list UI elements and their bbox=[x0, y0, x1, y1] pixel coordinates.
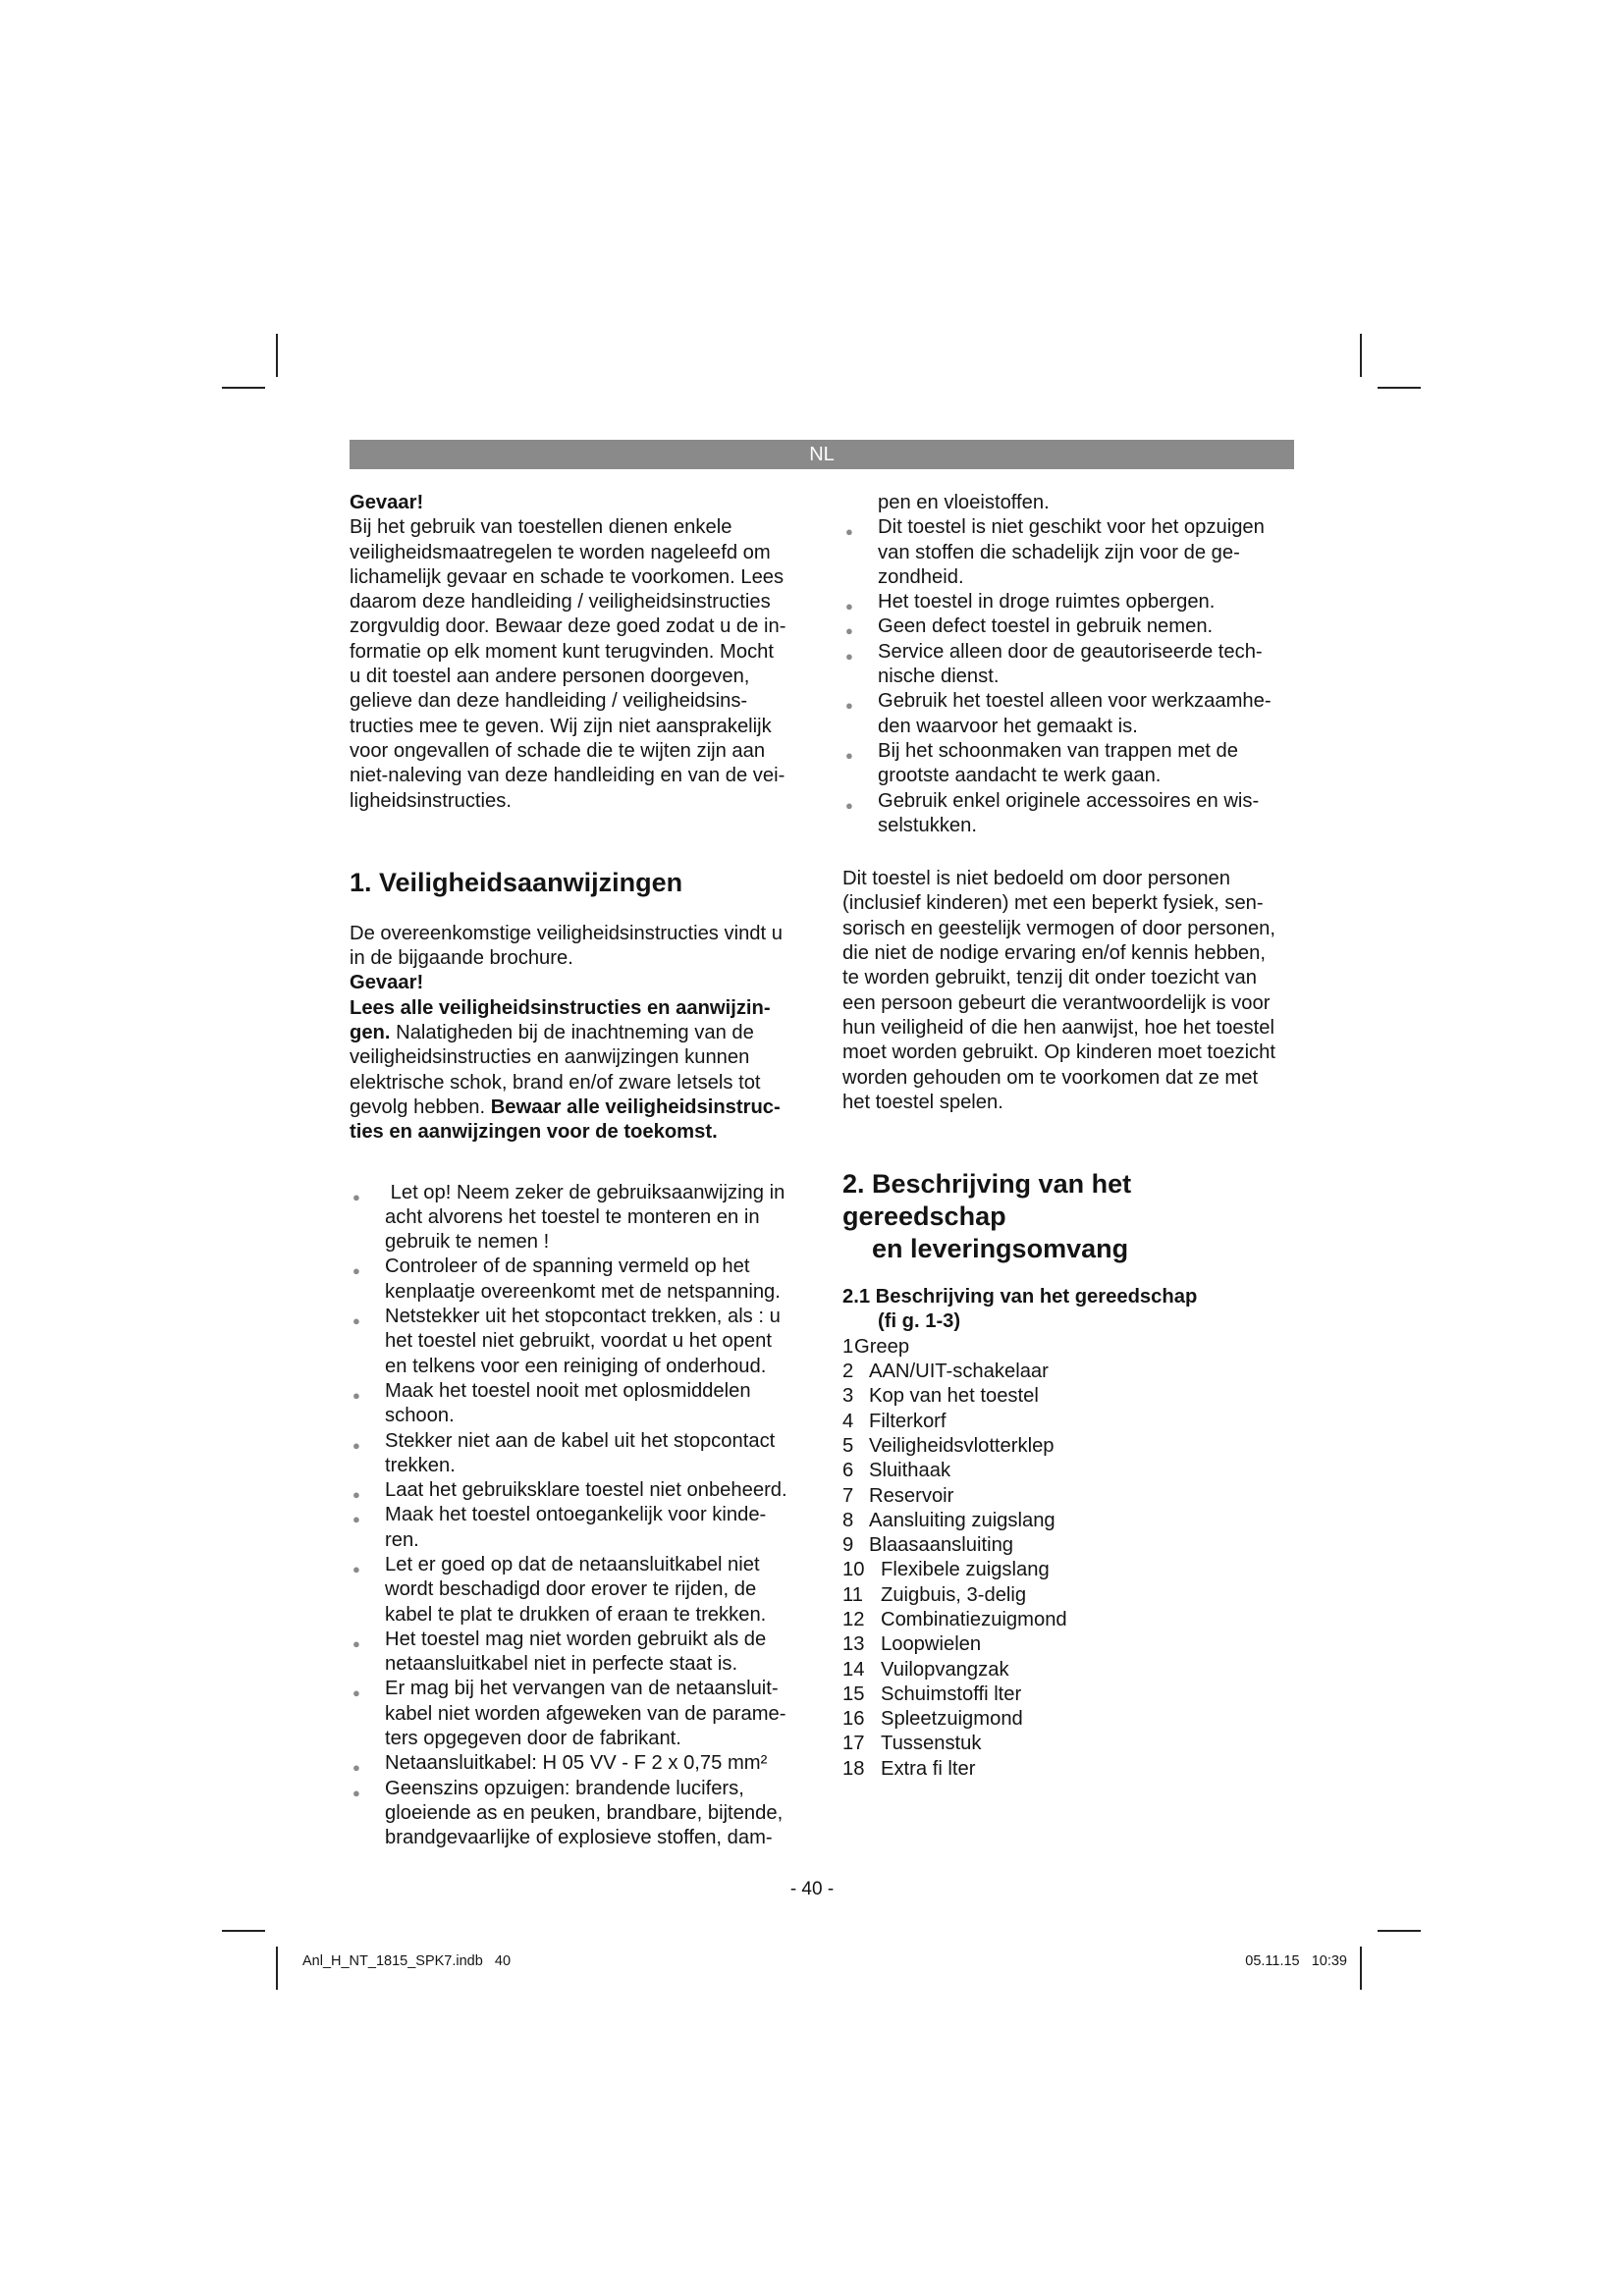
continued-line: pen en vloeistoffen. bbox=[878, 492, 1050, 513]
section-title: Beschrijving van het gereedschap bbox=[842, 1169, 1132, 1232]
bullet-icon: ● bbox=[845, 747, 853, 763]
language-header-bar: NL bbox=[350, 440, 1294, 469]
text-line: Het toestel in droge ruimtes opbergen. bbox=[878, 591, 1216, 614]
part-label: Loopwielen bbox=[881, 1633, 982, 1656]
text-line: moet worden gebruikt. Op kinderen moet toezicht bbox=[842, 1041, 1275, 1064]
list-item bbox=[842, 590, 1294, 614]
text-line: Bij het schoonmaken van trappen met de bbox=[878, 739, 1238, 762]
bold-run: Bewaar alle veiligheidsinstruc- bbox=[490, 1095, 781, 1118]
warning-title-2: Gevaar! bbox=[350, 972, 424, 994]
normal-run: gevolg hebben. bbox=[350, 1095, 491, 1118]
bullet-icon: ● bbox=[845, 599, 853, 614]
list-item bbox=[842, 1360, 1294, 1384]
text-line: ligheidsinstructies. bbox=[350, 789, 512, 812]
text-line: veiligheidsmaatregelen te worden nageleefd om bbox=[350, 541, 771, 563]
text-line: het toestel niet gebruikt, voordat u het opent bbox=[385, 1330, 772, 1353]
read-all-paragraph bbox=[350, 996, 803, 1146]
part-number: 7 bbox=[842, 1484, 854, 1507]
list-item bbox=[842, 1384, 1294, 1409]
text-line: nische dienst. bbox=[878, 666, 1000, 688]
crop-mark bbox=[1378, 387, 1421, 389]
right-column bbox=[842, 491, 1294, 1782]
text-line: Er mag bij het vervangen van de netaansluit- bbox=[385, 1678, 779, 1700]
part-number: 18 bbox=[842, 1757, 865, 1780]
text-line: Maak het toestel ontoegankelijk voor kinde- bbox=[385, 1504, 767, 1526]
text-line: gloeiende as en peuken, brandbare, bijtende, bbox=[385, 1801, 784, 1824]
safety-bullet-list-continued bbox=[842, 515, 1294, 838]
list-item bbox=[842, 1658, 1294, 1682]
crop-mark bbox=[1360, 1947, 1362, 1990]
list-item bbox=[842, 739, 1294, 789]
part-label: Sluithaak bbox=[869, 1460, 951, 1482]
text-line: acht alvorens het toestel te monteren en in bbox=[385, 1205, 760, 1228]
crop-mark bbox=[222, 1930, 265, 1932]
reference-paragraph bbox=[350, 922, 803, 972]
crop-mark bbox=[276, 334, 278, 377]
text-line: ren. bbox=[385, 1528, 419, 1551]
section-number: 1. bbox=[350, 867, 372, 897]
bullet-icon: ● bbox=[845, 623, 853, 639]
part-number: 15 bbox=[842, 1682, 865, 1705]
list-item: 1 Greep bbox=[842, 1335, 1294, 1360]
bullet-icon: ● bbox=[352, 1189, 360, 1204]
part-number: 5 bbox=[842, 1434, 854, 1457]
list-item bbox=[350, 1628, 803, 1678]
left-column bbox=[350, 491, 803, 1851]
list-item bbox=[842, 1682, 1294, 1707]
list-item bbox=[350, 1553, 803, 1628]
safety-bullet-list bbox=[350, 1181, 803, 1851]
bullet-icon: ● bbox=[352, 1561, 360, 1576]
bullet-icon: ● bbox=[352, 1387, 360, 1403]
section-title-continued: en leveringsomvang bbox=[872, 1234, 1129, 1264]
text-line: Het toestel mag niet worden gebruikt als de bbox=[385, 1628, 767, 1650]
list-item bbox=[350, 1255, 803, 1305]
list-item bbox=[350, 1478, 803, 1503]
bullet-icon: ● bbox=[845, 797, 853, 813]
text-line: zondheid. bbox=[878, 565, 964, 588]
list-item bbox=[842, 1410, 1294, 1434]
text-line: zorgvuldig door. Bewaar deze goed zodat u de in- bbox=[350, 615, 786, 638]
list-item bbox=[842, 640, 1294, 690]
list-item bbox=[842, 515, 1294, 590]
part-label: Filterkorf bbox=[869, 1410, 947, 1432]
bullet-icon: ● bbox=[352, 1313, 360, 1329]
section-number: 2. bbox=[842, 1169, 865, 1200]
text-line: formatie op elk moment kunt terugvinden. Mocht bbox=[350, 640, 775, 663]
crop-mark bbox=[1378, 1930, 1421, 1932]
section-1-heading bbox=[350, 867, 803, 899]
part-label: Aansluiting zuigslang bbox=[869, 1509, 1056, 1531]
list-item bbox=[842, 789, 1294, 839]
list-item bbox=[842, 1533, 1294, 1558]
bullet-icon: ● bbox=[845, 524, 853, 540]
list-item bbox=[842, 1632, 1294, 1657]
part-number: 2 bbox=[842, 1361, 854, 1383]
part-number: 10 bbox=[842, 1559, 865, 1581]
subsection-2-1-heading bbox=[842, 1285, 1294, 1335]
part-number: 9 bbox=[842, 1534, 854, 1557]
text-line: gelieve dan deze handleiding / veiligheidsins- bbox=[350, 690, 748, 713]
list-item bbox=[842, 1509, 1294, 1533]
part-label: Reservoir bbox=[869, 1484, 954, 1507]
text-line: te worden gebruikt, tenzij dit onder toezicht van bbox=[842, 967, 1257, 989]
text-line: daarom deze handleiding / veiligheidsinstructies bbox=[350, 591, 771, 614]
text-line: hun veiligheid of die hen aanwijst, hoe het toestel bbox=[842, 1016, 1274, 1039]
list-item bbox=[350, 1379, 803, 1429]
part-label: Combinatiezuigmond bbox=[881, 1608, 1067, 1630]
text-line: Laat het gebruiksklare toestel niet onbeheerd. bbox=[385, 1479, 787, 1502]
text-line: Dit toestel is niet bedoeld om door personen bbox=[842, 868, 1231, 890]
part-label: Veiligheidsvlotterklep bbox=[869, 1434, 1055, 1457]
bullet-icon: ● bbox=[352, 1760, 360, 1776]
warning-title: Gevaar! bbox=[350, 492, 424, 513]
text-line: Bij het gebruik van toestellen dienen enkele bbox=[350, 516, 732, 539]
text-line: Geen defect toestel in gebruik nemen. bbox=[878, 615, 1214, 638]
text-line: een persoon gebeurt die verantwoordelijk is voor bbox=[842, 991, 1271, 1014]
text-line: trekken. bbox=[385, 1454, 456, 1476]
part-number: 17 bbox=[842, 1733, 865, 1755]
part-label: AAN/UIT-schakelaar bbox=[869, 1361, 1049, 1383]
text-line: elektrische schok, brand en/of zware letsels tot bbox=[350, 1071, 761, 1094]
text-line: en telkens voor een reiniging of onderhoud. bbox=[385, 1355, 767, 1377]
list-item bbox=[842, 1459, 1294, 1483]
part-label: Vuilopvangzak bbox=[881, 1658, 1009, 1681]
part-label: Greep bbox=[854, 1335, 910, 1358]
part-number: 3 bbox=[842, 1385, 854, 1408]
text-line: ties en aanwijzingen voor de toekomst. bbox=[350, 1121, 718, 1144]
text-line: (inclusief kinderen) met een beperkt fysiek, sen- bbox=[842, 892, 1264, 915]
text-line: u dit toestel aan andere personen doorgeven, bbox=[350, 666, 750, 688]
list-item bbox=[842, 1583, 1294, 1608]
text-line: netaansluitkabel niet in perfecte staat is. bbox=[385, 1653, 738, 1676]
part-number: 8 bbox=[842, 1509, 854, 1531]
part-label: Spleetzuigmond bbox=[881, 1708, 1023, 1731]
part-label: Kop van het toestel bbox=[869, 1385, 1039, 1408]
persons-paragraph bbox=[842, 867, 1294, 1115]
section-2-heading bbox=[842, 1168, 1294, 1265]
part-label: Zuigbuis, 3-delig bbox=[881, 1583, 1027, 1606]
text-line: in de bijgaande brochure. bbox=[350, 947, 573, 970]
text-line: kabel te plat te drukken of eraan te trekken. bbox=[385, 1603, 767, 1626]
text-line: die niet de nodige ervaring en/of kennis hebben, bbox=[842, 942, 1266, 965]
text-line: worden gehouden om te voorkomen dat ze met bbox=[842, 1066, 1259, 1089]
text-line: sorisch en geestelijk vermogen of door personen, bbox=[842, 917, 1276, 939]
text-line: wordt beschadigd door erover te rijden, de bbox=[385, 1578, 757, 1601]
intro-paragraph bbox=[350, 515, 803, 814]
part-number: 16 bbox=[842, 1708, 865, 1731]
text-line: het toestel spelen. bbox=[842, 1091, 1003, 1113]
bullet-icon: ● bbox=[352, 1487, 360, 1503]
text-line: Let op! Neem zeker de gebruiksaanwijzing in bbox=[385, 1181, 785, 1203]
text-line: Maak het toestel nooit met oplosmiddelen bbox=[385, 1379, 751, 1402]
text-line: Geenszins opzuigen: brandende lucifers, bbox=[385, 1777, 744, 1799]
text-line: De overeenkomstige veiligheidsinstructies vindt u bbox=[350, 922, 783, 944]
bullet-icon: ● bbox=[352, 1263, 360, 1279]
list-item bbox=[842, 689, 1294, 739]
bullet-icon: ● bbox=[352, 1512, 360, 1527]
text-line bbox=[350, 1021, 803, 1045]
text-line: brandgevaarlijke of explosieve stoffen, dam- bbox=[385, 1827, 773, 1849]
text-line: Gebruik enkel originele accessoires en wis- bbox=[878, 789, 1260, 812]
parts-list bbox=[842, 1335, 1294, 1782]
text-line: 2.1 Beschrijving van het gereedschap bbox=[842, 1286, 1198, 1308]
text-line: Stekker niet aan de kabel uit het stopcontact bbox=[385, 1429, 776, 1452]
text-line: Dit toestel is niet geschikt voor het opzuigen bbox=[878, 516, 1265, 539]
part-label: Schuimstoffi lter bbox=[881, 1682, 1022, 1705]
print-date-time: 05.11.15 10:39 bbox=[1245, 1953, 1347, 1969]
list-item bbox=[842, 1608, 1294, 1632]
list-item bbox=[842, 614, 1294, 639]
list-item bbox=[350, 1677, 803, 1751]
text-line: Controleer of de spanning vermeld op het bbox=[385, 1255, 750, 1278]
list-item bbox=[350, 1503, 803, 1553]
bullet-icon: ● bbox=[352, 1437, 360, 1453]
part-label: Blaasaansluiting bbox=[869, 1534, 1014, 1557]
text-line: Netaansluitkabel: H 05 VV - F 2 x 0,75 mm² bbox=[385, 1752, 768, 1775]
text-line: niet-naleving van deze handleiding en van de vei- bbox=[350, 765, 785, 787]
part-label: Tussenstuk bbox=[881, 1733, 982, 1755]
list-item bbox=[842, 1484, 1294, 1509]
bullet-icon: ● bbox=[845, 648, 853, 664]
bullet-icon: ● bbox=[352, 1785, 360, 1800]
part-number: 11 bbox=[842, 1583, 863, 1606]
normal-run: Nalatigheden bij de inachtneming van de bbox=[390, 1022, 754, 1044]
list-item bbox=[842, 1434, 1294, 1459]
text-line: kenplaatje overeenkomt met de netspanning. bbox=[385, 1280, 781, 1303]
list-item bbox=[842, 1707, 1294, 1732]
text-line: lichamelijk gevaar en schade te voorkomen. Lees bbox=[350, 565, 785, 588]
text-line: Gebruik het toestel alleen voor werkzaamhe- bbox=[878, 690, 1272, 713]
file-info: Anl_H_NT_1815_SPK7.indb 40 bbox=[302, 1953, 512, 1969]
crop-mark bbox=[276, 1947, 278, 1990]
text-line: grootste aandacht te werk gaan. bbox=[878, 765, 1162, 787]
part-label: Extra fi lter bbox=[881, 1757, 976, 1780]
list-item bbox=[350, 1777, 803, 1851]
text-line: Netstekker uit het stopcontact trekken, als : u bbox=[385, 1306, 781, 1328]
page-number: - 40 - bbox=[789, 1879, 835, 1899]
list-item bbox=[842, 1558, 1294, 1582]
text-line: selstukken. bbox=[878, 814, 977, 836]
list-item bbox=[842, 1732, 1294, 1756]
text-line: Let er goed op dat de netaansluitkabel niet bbox=[385, 1553, 760, 1575]
part-label: Flexibele zuigslang bbox=[881, 1559, 1050, 1581]
text-line: Lees alle veiligheidsinstructies en aanwijzin- bbox=[350, 996, 771, 1019]
bullet-icon: ● bbox=[352, 1635, 360, 1651]
text-line: veiligheidsinstructies en aanwijzingen kunnen bbox=[350, 1046, 750, 1069]
text-line: ters opgegeven door de fabrikant. bbox=[385, 1728, 681, 1750]
list-item bbox=[350, 1429, 803, 1479]
section-title: Veiligheidsaanwijzingen bbox=[379, 867, 683, 897]
text-line: tructies mee te geven. Wij zijn niet aansprakelijk bbox=[350, 715, 772, 737]
list-item bbox=[350, 1181, 803, 1255]
text-line bbox=[350, 1095, 803, 1120]
part-number: 14 bbox=[842, 1658, 865, 1681]
text-line: kabel niet worden afgeweken van de parame- bbox=[385, 1702, 786, 1725]
text-line: van stoffen die schadelijk zijn voor de ge- bbox=[878, 541, 1240, 563]
text-line: voor ongevallen of schade die te wijten zijn aan bbox=[350, 739, 766, 762]
list-item bbox=[350, 1305, 803, 1379]
text-line: gebruik te nemen ! bbox=[385, 1231, 550, 1254]
list-item bbox=[350, 1751, 803, 1776]
list-item bbox=[842, 1757, 1294, 1782]
part-number: 6 bbox=[842, 1460, 854, 1482]
bullet-icon: ● bbox=[845, 698, 853, 714]
text-line: Service alleen door de geautoriseerde tech- bbox=[878, 640, 1263, 663]
crop-mark bbox=[1360, 334, 1362, 377]
text-line: den waarvoor het gemaakt is. bbox=[878, 715, 1138, 737]
part-number: 4 bbox=[842, 1410, 854, 1432]
crop-mark bbox=[222, 387, 265, 389]
part-number: 12 bbox=[842, 1608, 865, 1630]
bold-run: gen. bbox=[350, 1022, 391, 1044]
bullet-icon: ● bbox=[352, 1685, 360, 1701]
part-number: 13 bbox=[842, 1633, 865, 1656]
text-line: (fi g. 1-3) bbox=[878, 1310, 961, 1333]
text-line: schoon. bbox=[385, 1405, 455, 1427]
